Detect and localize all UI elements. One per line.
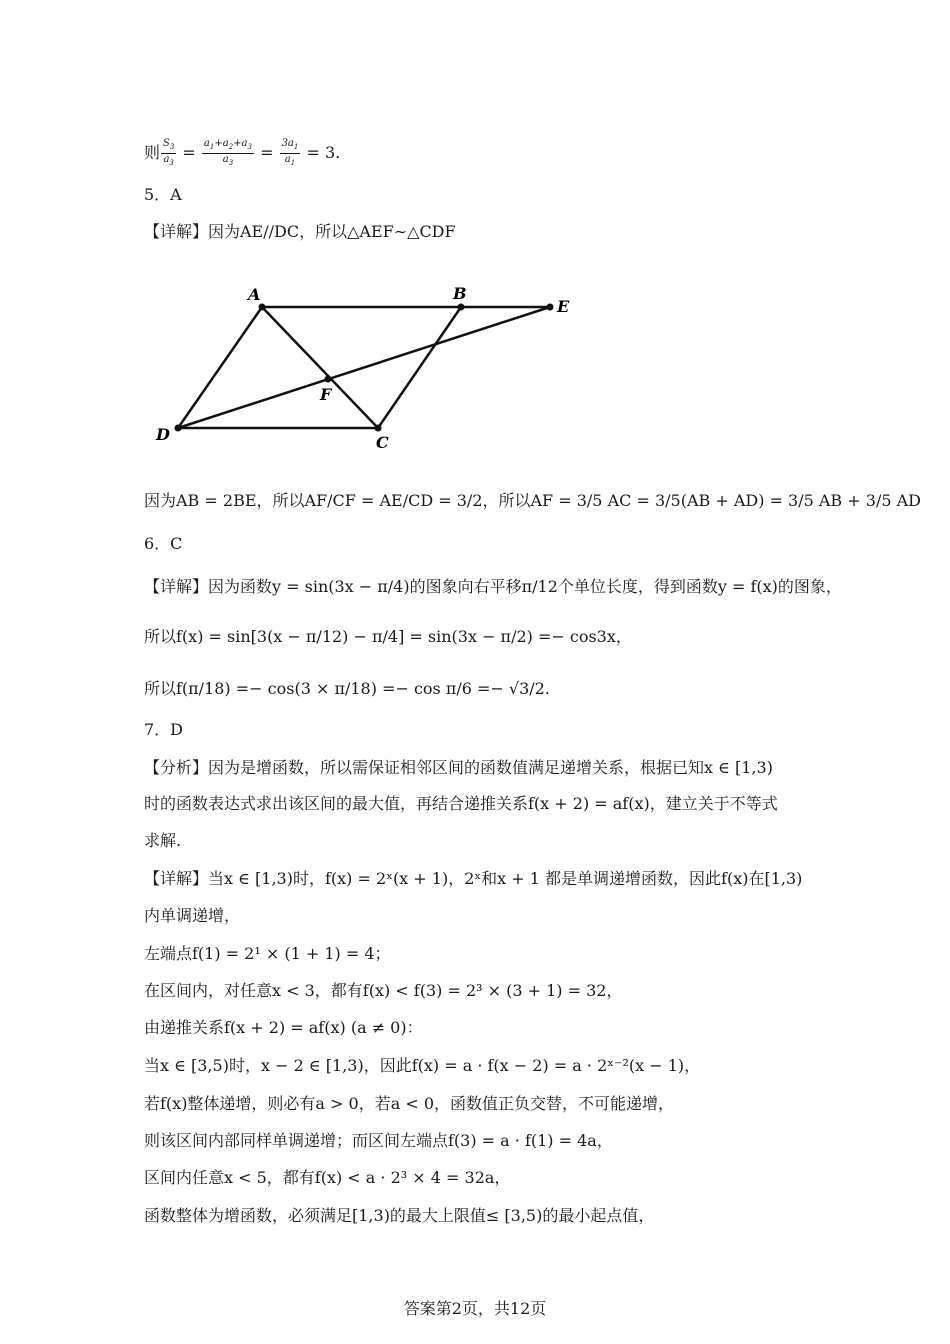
question-7-answer: 7．D <box>144 720 184 739</box>
vertex-label-b: B <box>453 284 467 303</box>
vertex-label-f: F <box>320 385 332 404</box>
question-5-detail: 【详解】因为AE//DC，所以△AEF∼△CDF <box>144 222 456 241</box>
question-7-detail-1: 【详解】当x ∈ [1,3)时，f(x) = 2ˣ(x + 1)，2ˣ和x + 1 都是单调递增函数，因此f(x)在[1,3) <box>144 869 803 888</box>
question-7-detail-7: 若f(x)整体递增，则必有a > 0，若a < 0，函数值正负交替，不可能递增， <box>144 1094 675 1113</box>
question-7-analysis-1: 【分析】因为是增函数，所以需保证相邻区间的函数值满足递增关系，根据已知x ∈ [1,3) <box>144 758 773 777</box>
question-6-answer: 6．C <box>144 534 183 553</box>
question-7-analysis-3: 求解. <box>144 831 182 850</box>
question-7-detail-10: 函数整体为增函数，必须满足[1,3)的最大上限值≤ [3,5)的最小起点值， <box>144 1206 655 1225</box>
question-6-detail-3: 所以f(π/18) =− cos(3 × π/18) =− cos π/6 =− √3/2. <box>144 679 550 698</box>
question-7-detail-2: 内单调递增， <box>144 906 241 925</box>
page-footer: 答案第2页，共12页 <box>403 1299 547 1318</box>
question-7-detail-6: 当x ∈ [3,5)时，x − 2 ∈ [1,3)，因此f(x) = a · f(x − 2) = a · 2ˣ⁻²(x − 1)， <box>144 1056 701 1075</box>
question-7-detail-5: 由递推关系f(x + 2) = af(x) (a ≠ 0)： <box>144 1018 423 1037</box>
question-7-detail-3: 左端点f(1) = 2¹ × (1 + 1) = 4； <box>144 944 391 963</box>
question-6-detail-1: 【详解】因为函数y = sin(3x − π/4)的图象向右平移π/12个单位长度，得到函数y = f(x)的图象， <box>144 577 842 596</box>
question-6-detail-2: 所以f(x) = sin[3(x − π/12) − π/4] = sin(3x − π/2) =− cos3x， <box>144 627 632 646</box>
vector-relation-line: 因为AB = 2BE，所以AF/CF = AE/CD = 3/2，所以AF = 3/5 AC = 3/5(AB + AD) = 3/5 AB + 3/5 AD <box>144 491 921 510</box>
question-7-detail-9: 区间内任意x < 5，都有f(x) < a · 2³ × 4 = 32a， <box>144 1168 511 1187</box>
question-5-answer: 5．A <box>144 185 182 204</box>
vertex-label-a: A <box>248 285 261 304</box>
vertex-label-c: C <box>376 433 389 452</box>
question-7-analysis-2: 时的函数表达式求出该区间的最大值，再结合递推关系f(x + 2) = af(x)，建立关于不等式 <box>144 794 778 813</box>
line-s3-ratio-text: 则 <box>144 143 161 162</box>
line-s3-ratio: 则 $\frac{S_3}{a_3}$ = $\frac{a_1+a_2+a_3}{a_3}$ = $\frac{3a_1}{a_1}$ = 3. <box>144 138 341 167</box>
question-7-detail-4: 在区间内，对任意x < 3，都有f(x) < f(3) = 2³ × (3 + 1) = 32， <box>144 981 623 1000</box>
parallelogram-diagram <box>150 282 580 452</box>
vertex-label-e: E <box>557 297 570 316</box>
question-7-detail-8: 则该区间内部同样单调递增；而区间左端点f(3) = a · f(1) = 4a， <box>144 1131 613 1150</box>
vertex-label-d: D <box>156 425 170 444</box>
